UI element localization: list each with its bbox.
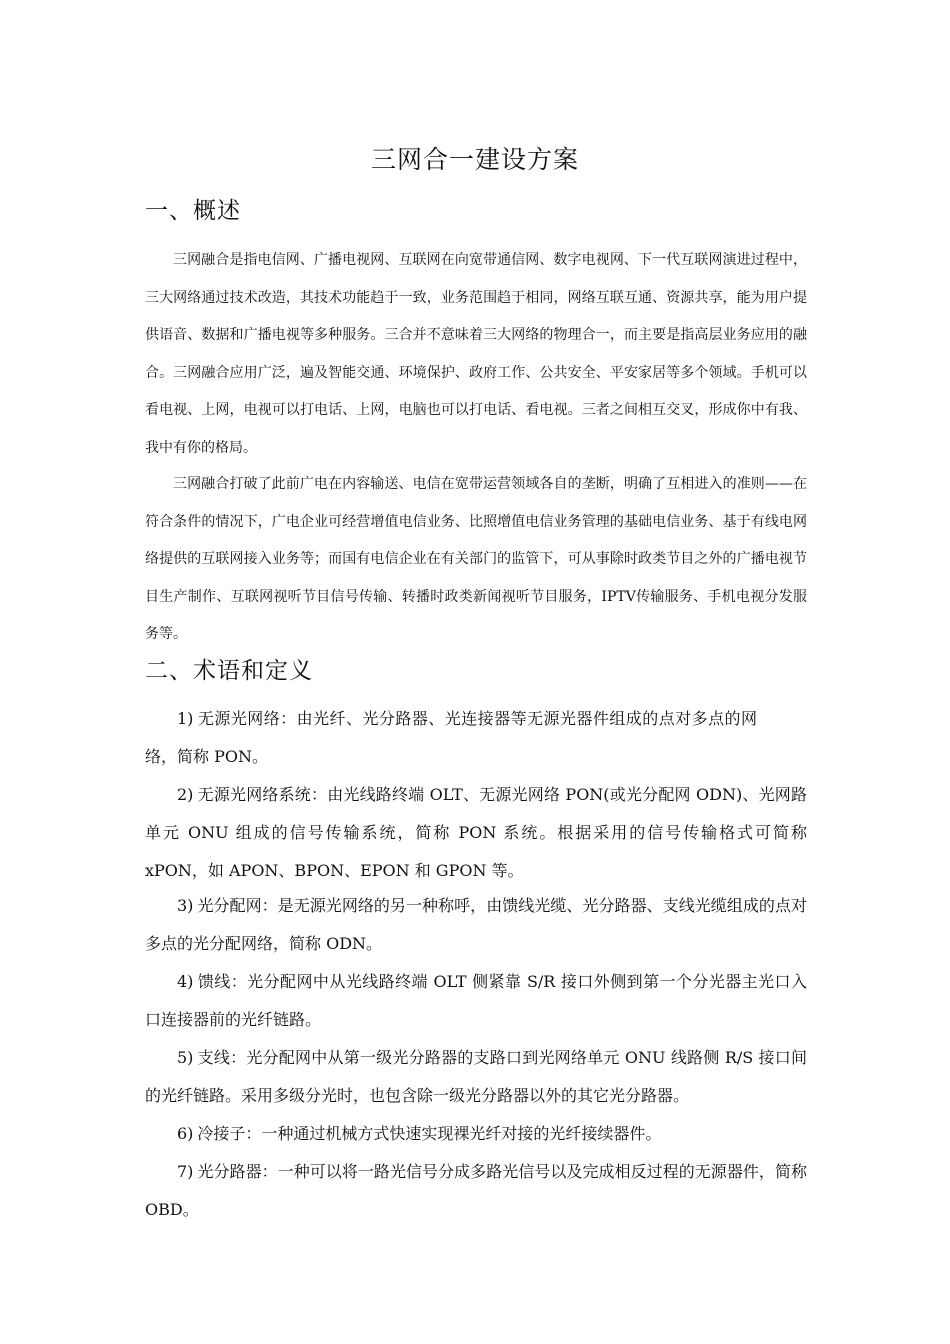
section-heading-overview: 一、概述 [145, 198, 241, 224]
overview-paragraph-1: 三网融合是指电信网、广播电视网、互联网在向宽带通信网、数字电视网、下一代互联网演进过程中，三大网络通过技术改造，其技术功能趋于一致，业务范围趋于相同，网络互联互通、资源共享，能为用户提供语音、数据和广播电视等多种服务。三合并不意味着三大网络的物理合一，而主要是指高层业务应用的融合。三网融合应用广泛，遍及智能交通、环境保护、政府工作、公共安全、平安家居等多个领域。手机可以看电视、上网，电视可以打电话、上网，电脑也可以打电话、看电视。三者之间相互交叉，形成你中有我、我中有你的格局。 [145, 252, 807, 456]
term-text: 光分配网：是无源光网络的另一种称呼，由馈线光缆、光分路器、支线光缆组成的点对多点的光分配网络，简称 ODN。 [145, 896, 807, 953]
term-text: 冷接子：一种通过机械方式快速实现裸光纤对接的光纤接续器件。 [197, 1124, 662, 1143]
term-number: 4) [177, 972, 194, 991]
overview-paragraph-2: 三网融合打破了此前广电在内容输送、电信在宽带运营领域各自的垄断，明确了互相进入的准则——在符合条件的情况下，广电企业可经营增值电信业务、比照增值电信业务管理的基础电信业务、基于有线电网络提供的互联网接入业务等；而国有电信企业在有关部门的监管下，可从事除时政类节目之外的广播电视节目生产制作、互联网视听节目信号传输、转播时政类新闻视听节目服务，IPTV传输服务、手机电视分发服务等。 [145, 476, 807, 643]
term-number: 7) [177, 1162, 194, 1181]
term-text: 光分路器：一种可以将一路光信号分成多路光信号以及完成相反过程的无源器件，简称 OBD。 [145, 1162, 807, 1219]
term-item-2 [145, 776, 807, 890]
term-item-5 [145, 1039, 807, 1115]
document-title: 三网合一建设方案 [370, 145, 579, 174]
term-number: 2) [177, 785, 194, 804]
term-text: 支线：光分配网中从第一级光分路器的支路口到光网络单元 ONU 线路侧 R/S 接口间的光纤链路。采用多级分光时，也包含除一级光分路器以外的其它光分路器。 [145, 1048, 807, 1105]
term-number: 5) [177, 1048, 194, 1067]
term-number: 3) [177, 896, 194, 915]
term-text: 无源光网络系统：由光线路终端 OLT、无源光网络 PON(或光分配网 ODN)、光网路单元 ONU 组成的信号传输系统，简称 PON 系统。根据采用的信号传输格式可简称 xPON，如 APON、BPON、EPON 和 GPON 等。 [145, 785, 807, 880]
term-item-1 [145, 700, 757, 776]
term-item-7 [145, 1153, 807, 1229]
section-heading-terms: 二、术语和定义 [145, 658, 313, 684]
term-text: 馈线：光分配网中从光线路终端 OLT 侧紧靠 S/R 接口外侧到第一个分光器主光口入口连接器前的光纤链路。 [145, 972, 807, 1029]
term-text: 无源光网络：由光纤、光分路器、光连接器等无源光器件组成的点对多点的网络，简称 PON。 [145, 709, 757, 766]
term-item-4 [145, 963, 807, 1039]
term-number: 1) [177, 709, 194, 728]
term-number: 6) [177, 1124, 194, 1143]
term-item-3 [145, 887, 807, 963]
term-item-6 [145, 1115, 807, 1153]
